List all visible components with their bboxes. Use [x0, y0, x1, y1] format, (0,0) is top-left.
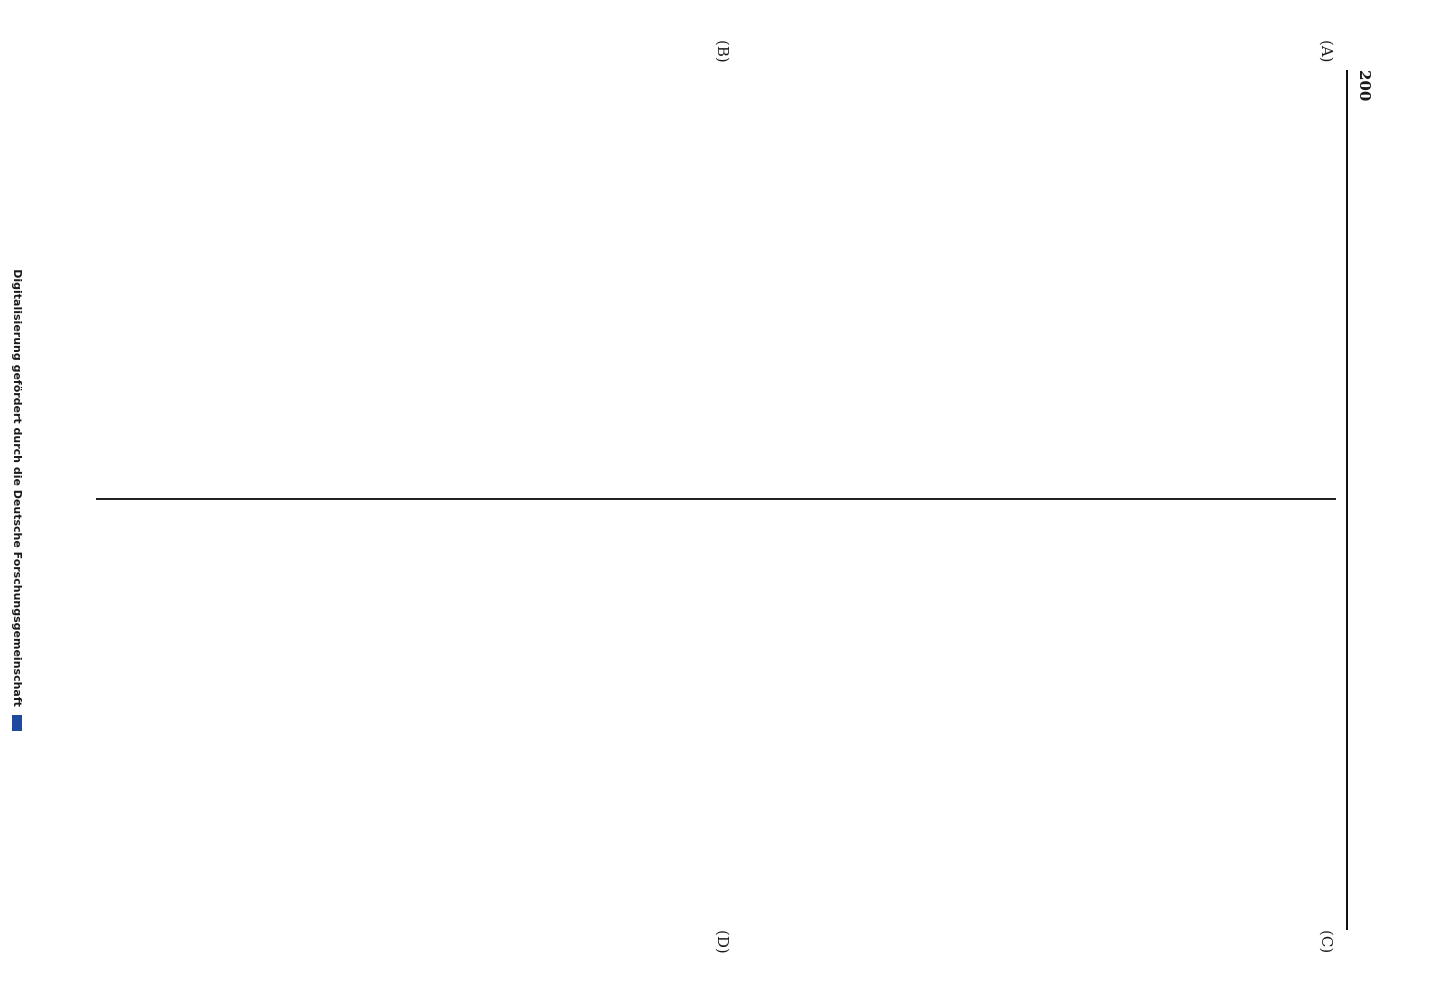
margin-marker-c: (C) [1318, 930, 1336, 954]
margin-marker-a: (A) [1318, 40, 1336, 63]
credit-text: Digitalisierung gefördert durch die Deutsche Forschungsgemeinschaft [11, 269, 24, 707]
page-number: 200 [1356, 70, 1374, 102]
margin-marker-b: (B) [714, 40, 732, 63]
left-column [36, 70, 1336, 480]
running-head [1346, 70, 1374, 930]
column-divider [96, 498, 1336, 500]
right-column [36, 520, 1336, 930]
dfg-logo-icon [12, 715, 22, 731]
margin-marker-d: (D) [714, 930, 732, 954]
digitization-credit [11, 0, 24, 1000]
